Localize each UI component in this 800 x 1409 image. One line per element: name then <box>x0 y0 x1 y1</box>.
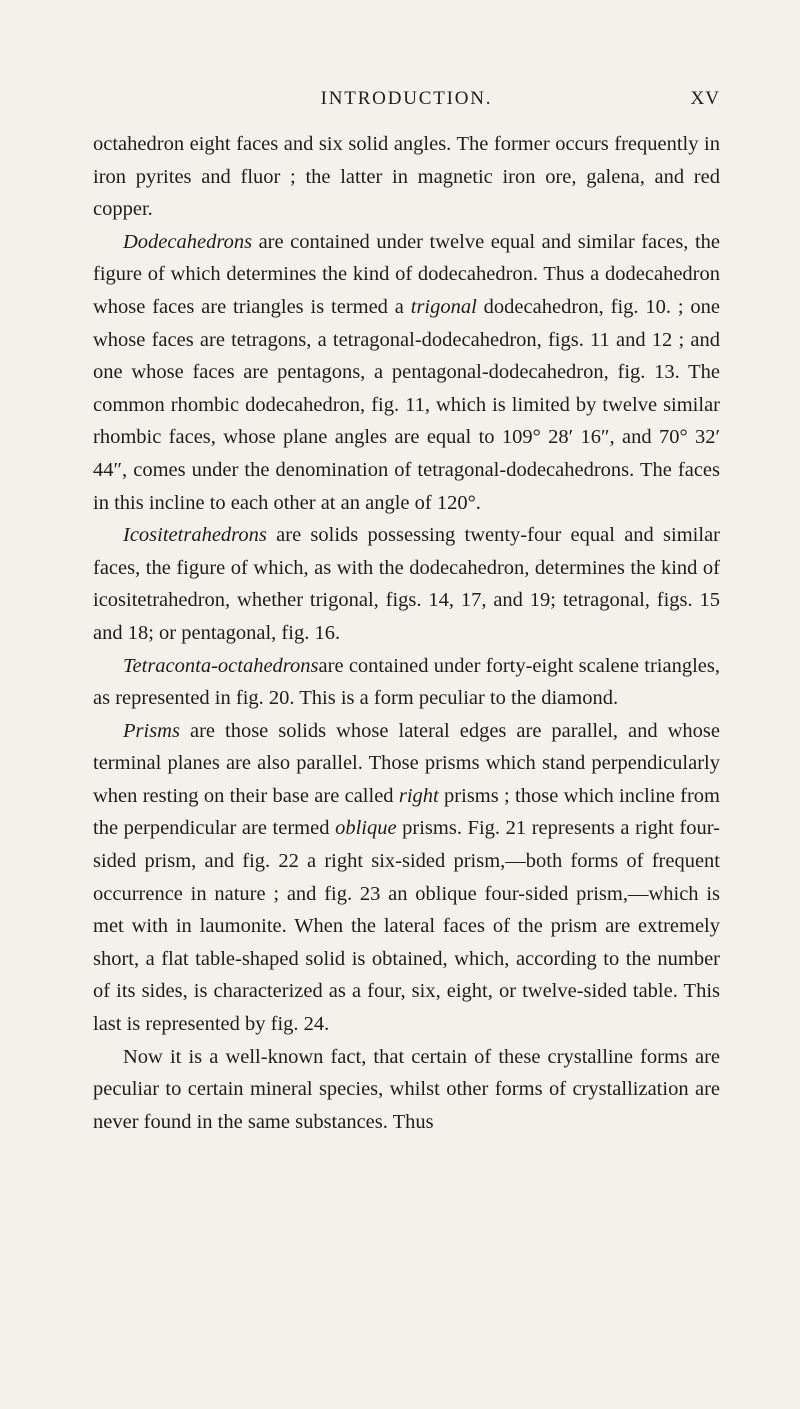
paragraph-icositetrahedrons <box>93 519 720 649</box>
paragraph-text: are contained under twelve equal and similar faces, the figure of which determines the kind of dodecahedron. Thus a dodecahedron whose faces are triangles is termed a <box>93 230 720 318</box>
term-dodecahedrons: Dodecahedrons <box>123 230 253 253</box>
running-title: INTRODUCTION. <box>320 88 493 109</box>
paragraph-text: dodecahedron, fig. 10. ; one whose faces are tetragons, a tetragonal-dodecahedron, figs. 11 and 12 ; and one whose faces are pentagons, a pentagonal-dodecahedron, fig. 13. The common rhombic dodecahedron, fig. 11, which is limited by twelve similar rhombic faces, whose plane angles are equal to 109° 28′ 16″, and 70° 32′ 44″, comes under the denomination of tetragonal-dodecahedrons. The faces in this incline to each other at an angle of 120°. <box>93 295 720 514</box>
paragraph-text: are solids possessing twenty-four equal and similar faces, the figure of which, as with the dodecahedron, determines the kind of icositetrahedron, whether trigonal, figs. 14, 17, and 19; tetragonal, figs. 15 and 18; or pentagonal, fig. 16. <box>93 524 720 644</box>
paragraph-text: prisms. Fig. 21 represents a right four-sided prism, and fig. 22 a right six-sided prism,—both forms of frequent occurrence in nature ; and fig. 23 an oblique four-sided prism,—which is met with in laumonite. When the lateral faces of the prism are extremely short, a flat table-shaped solid is obtained, which, according to the number of its sides, is characterized as a four, six, eight, or twelve-sided table. This last is represented by fig. 24. <box>93 817 720 1036</box>
paragraph-octahedron-continuation <box>93 128 720 226</box>
page-number: XV <box>690 88 720 109</box>
body-text <box>93 128 720 1138</box>
term-trigonal: trigonal <box>410 295 477 318</box>
paragraph-crystalline-forms <box>93 1041 720 1139</box>
paragraph-prisms <box>93 715 720 1041</box>
paragraph-text: are contained under forty-eight scalene triangles, as represented in fig. 20. This is a form peculiar to the diamond. <box>93 654 720 710</box>
term-icositetrahedrons: Icositetrahedrons <box>123 524 267 547</box>
paragraph-tetraconta-octahedrons <box>93 650 720 715</box>
paragraph-text: Now it is a well-known fact, that certain of these crystalline forms are peculiar to certain mineral species, whilst other forms of crystallization are never found in the same substances. Thus <box>93 1045 720 1133</box>
paragraph-text: prisms ; those which incline from the perpendicular are termed <box>93 784 720 840</box>
paragraph-text: are those solids whose lateral edges are parallel, and whose terminal planes are also parallel. Those prisms which stand perpendicularly when resting on their base are called <box>93 719 720 807</box>
page-header <box>93 88 720 128</box>
paragraph-text: octahedron eight faces and six solid angles. The former occurs frequently in iron pyrites and fluor ; the latter in magnetic iron ore, galena, and red copper. <box>93 133 720 221</box>
term-right: right <box>398 784 439 807</box>
term-tetraconta-octahedrons: Tetraconta-octahedrons <box>123 654 319 677</box>
term-oblique: oblique <box>335 817 397 840</box>
paragraph-dodecahedrons <box>93 226 720 519</box>
term-prisms: Prisms <box>123 719 180 742</box>
